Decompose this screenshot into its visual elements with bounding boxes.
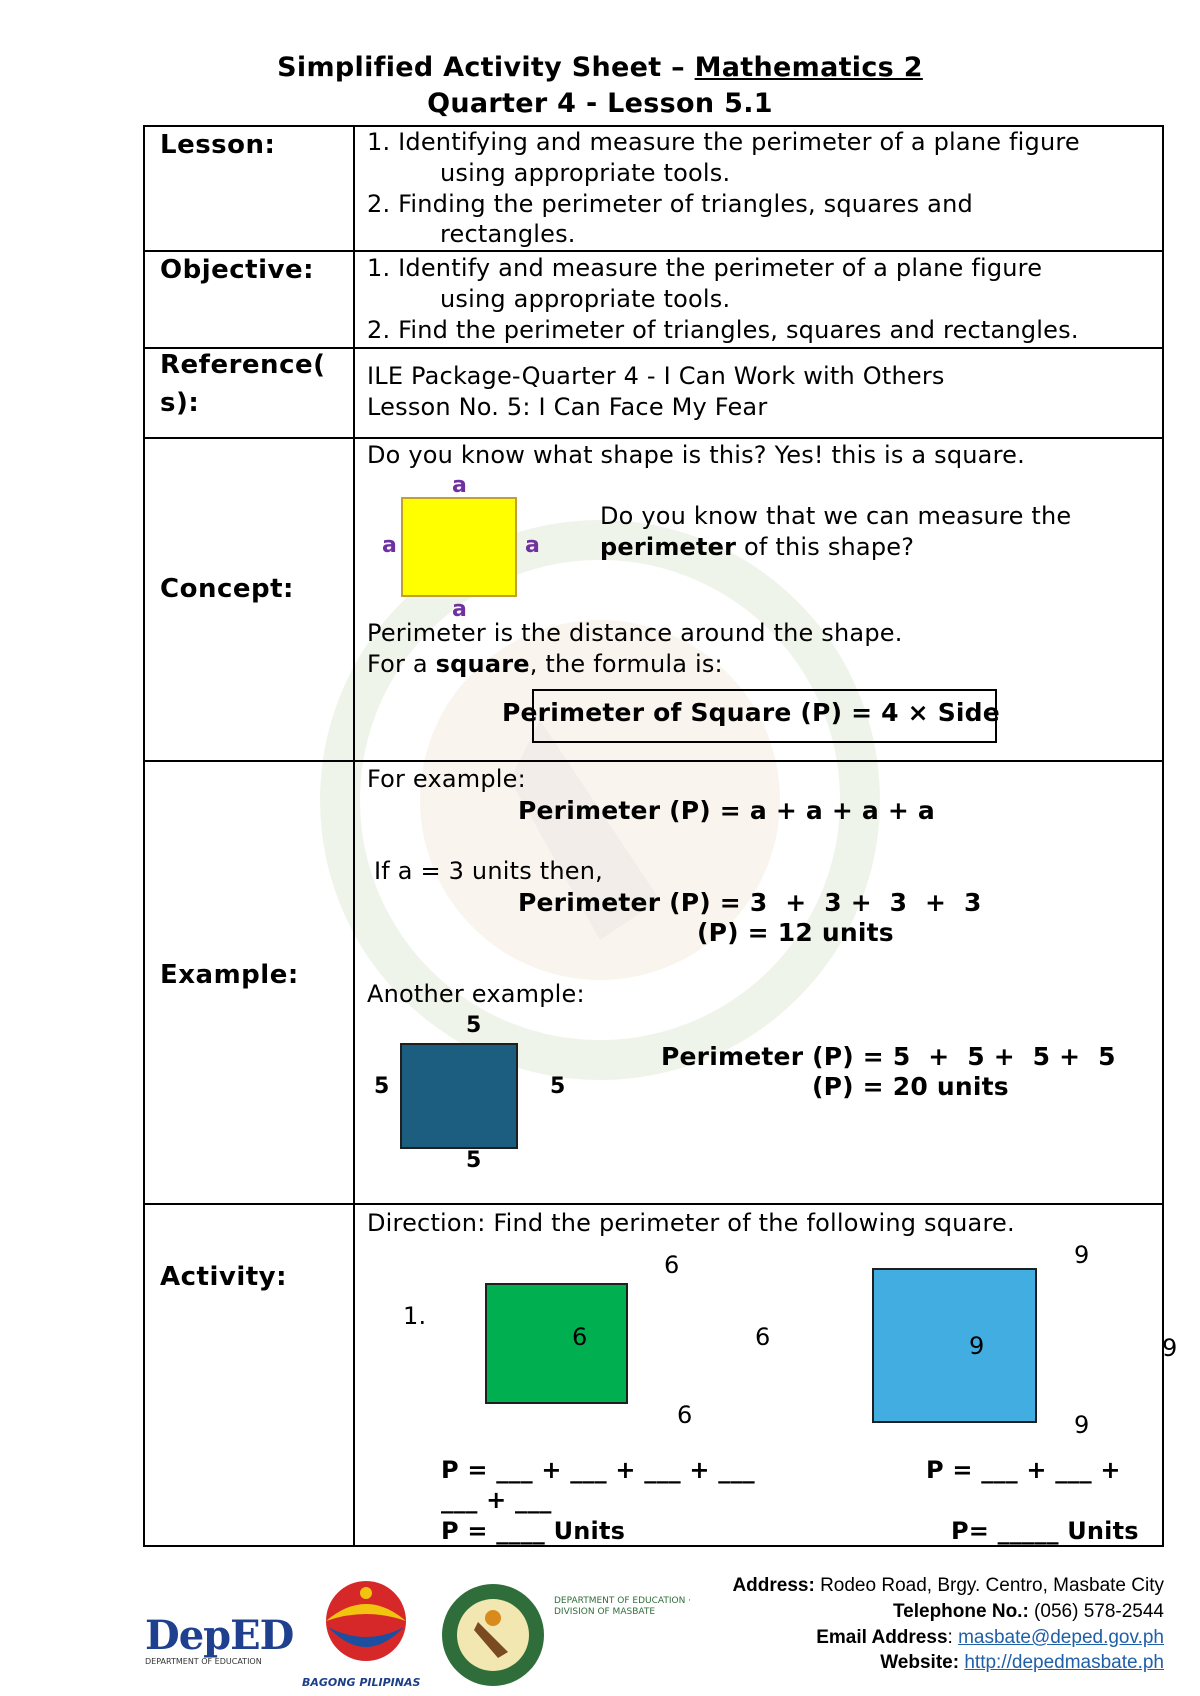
lesson-item-1-cont: using appropriate tools. (440, 159, 731, 187)
blue-side-left: 9 (969, 1332, 985, 1360)
reference-label-cont: s): (160, 388, 200, 418)
sheet-subtitle: Quarter 4 - Lesson 5.1 (427, 88, 773, 119)
email-link[interactable]: masbate@deped.gov.ph (958, 1627, 1164, 1648)
reference-label: Reference( (160, 350, 326, 380)
activity-label: Activity: (160, 1262, 288, 1292)
side-5-left: 5 (374, 1074, 390, 1099)
formula-intro: For a square, the formula is: (367, 650, 723, 678)
objective-item-1: 1. Identify and measure the perimeter of a plane figure (367, 254, 1043, 282)
side-label-left: a (382, 533, 397, 558)
example-result: (P) = 12 units (697, 918, 894, 947)
light-blue-square (872, 1268, 1037, 1423)
division-seal-logo (440, 1582, 546, 1688)
reference-line-2: Lesson No. 5: I Can Face My Fear (367, 393, 768, 421)
subject-name: Mathematics 2 (694, 52, 923, 83)
objective-item-1-cont: using appropriate tools. (440, 285, 731, 313)
footer-telephone: Telephone No.: (056) 578-2544 (892, 1601, 1164, 1622)
side-5-right: 5 (550, 1074, 566, 1099)
green-side-left: 6 (572, 1323, 588, 1351)
website-link[interactable]: http://depedmasbate.ph (964, 1652, 1164, 1673)
division-seal-text: DEPARTMENT OF EDUCATION · DIVISION OF MASBATE (554, 1596, 692, 1617)
example-intro: For example: (367, 765, 526, 793)
side-label-right: a (525, 533, 540, 558)
example-2-result: (P) = 20 units (812, 1072, 1009, 1101)
sheet-title: Simplified Activity Sheet – Mathematics 2 (277, 52, 923, 83)
example-label: Example: (160, 960, 299, 990)
footer-website: Website: http://depedmasbate.ph (880, 1652, 1164, 1673)
activity-direction: Direction: Find the perimeter of the following square. (367, 1209, 1015, 1237)
deped-logo: DepED DEPARTMENT OF EDUCATION (145, 1612, 294, 1666)
objective-item-2: 2. Find the perimeter of triangles, squares and rectangles. (367, 316, 1079, 344)
lesson-item-2: 2. Finding the perimeter of triangles, squares and (367, 190, 973, 218)
lesson-item-2-cont: rectangles. (440, 220, 576, 248)
green-side-top: 6 (664, 1251, 680, 1279)
lesson-label: Lesson: (160, 130, 276, 160)
side-5-top: 5 (466, 1013, 482, 1038)
side-label-top: a (452, 473, 467, 498)
green-side-bottom: 6 (677, 1401, 693, 1429)
blue-side-bottom: 9 (1074, 1411, 1090, 1439)
bagong-pilipinas-logo (316, 1577, 416, 1677)
concept-label: Concept: (160, 574, 294, 604)
answer-sum-1-cont[interactable]: ___ + ___ (441, 1486, 552, 1514)
green-side-right: 6 (755, 1323, 771, 1351)
example-2-calculation: Perimeter (P) = 5 + 5 + 5 + 5 (661, 1042, 1116, 1071)
answer-sum-2[interactable]: P = ___ + ___ + (926, 1456, 1121, 1484)
lesson-item-1: 1. Identifying and measure the perimeter of a plane figure (367, 128, 1080, 156)
example-condition: If a = 3 units then, (374, 857, 603, 885)
concept-question: Do you know what shape is this? Yes! this is a square. (367, 441, 1025, 469)
objective-label: Objective: (160, 255, 314, 285)
answer-units-2[interactable]: P= _____ Units (951, 1517, 1139, 1545)
yellow-square (401, 497, 517, 597)
blue-side-top: 9 (1074, 1241, 1090, 1269)
another-example-intro: Another example: (367, 980, 585, 1008)
example-formula: Perimeter (P) = a + a + a + a (518, 796, 935, 825)
footer-email: Email Address: masbate@deped.gov.ph (816, 1627, 1164, 1648)
green-square (485, 1283, 628, 1404)
measure-question: Do you know that we can measure the (600, 502, 1072, 530)
blue-side-right: 9 (1162, 1334, 1178, 1362)
perimeter-definition: Perimeter is the distance around the shape. (367, 619, 903, 647)
reference-line-1: ILE Package-Quarter 4 - I Can Work with Others (367, 362, 945, 390)
measure-question-cont: perimeter of this shape? (600, 533, 915, 561)
side-5-bottom: 5 (466, 1148, 482, 1173)
footer-address: Address: Rodeo Road, Brgy. Centro, Masbate City (732, 1575, 1164, 1596)
activity-item-number: 1. (403, 1302, 427, 1330)
example-calculation: Perimeter (P) = 3 + 3 + 3 + 3 (518, 888, 982, 917)
blue-square (400, 1043, 518, 1149)
answer-sum-1[interactable]: P = ___ + ___ + ___ + ___ (441, 1456, 755, 1484)
side-label-bottom: a (452, 597, 467, 622)
square-formula: Perimeter of Square (P) = 4 × Side (502, 698, 1000, 727)
bagong-pilipinas-text: BAGONG PILIPINAS (302, 1676, 421, 1689)
answer-units-1[interactable]: P = ____ Units (441, 1517, 626, 1545)
